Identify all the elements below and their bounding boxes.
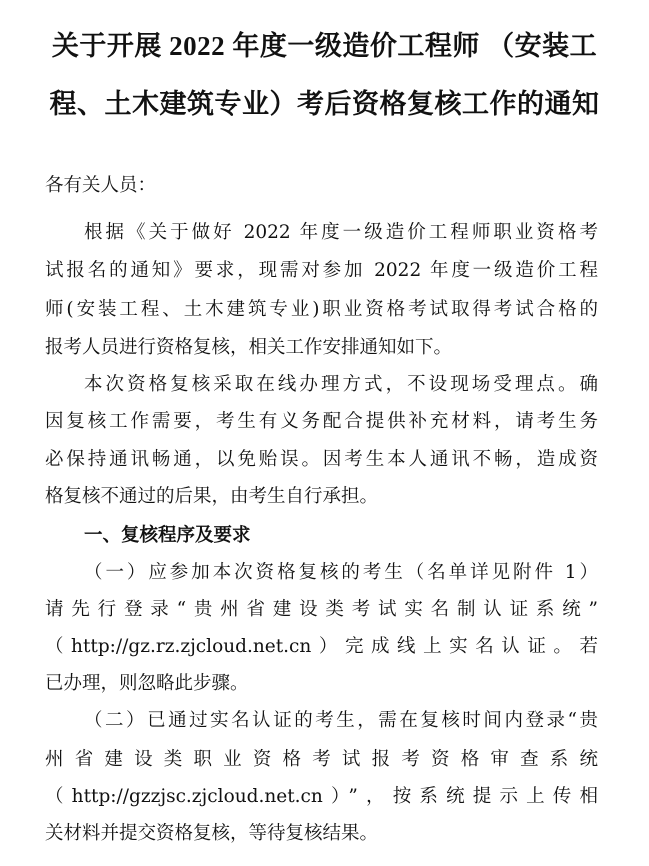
body-text-line: 报考人员进行资格复核，相关工作安排通知如下。 xyxy=(45,337,453,358)
body-text-line: 试报名的通知》要求，现需对参加 2022 年度一级造价工程 xyxy=(45,260,598,281)
body-text-line: 请先行登录“贵州省建设类考试实名制认证系统” xyxy=(45,599,598,620)
body-text-line: 根据《关于做好 2022 年度一级造价工程师职业资格考 xyxy=(84,222,598,243)
body-text-line: 因复核工作需要，考生有义务配合提供补充材料，请考生务 xyxy=(45,411,598,432)
section-heading: 一、复核程序及要求 xyxy=(84,525,251,546)
body-text-line: 已办理，则忽略此步骤。 xyxy=(45,673,249,694)
body-text-line: 关材料并提交资格复核，等待复核结果。 xyxy=(45,823,379,844)
body-text-line: 州省建设类职业资格考试报考资格审查系统 xyxy=(45,749,598,770)
body-text-line: 格复核不通过的后果，由考生自行承担。 xyxy=(45,486,379,507)
body-text-line: （http://gz.rz.zjcloud.net.cn）完成线上实名认证。若 xyxy=(45,636,598,657)
body-text-line: 师(安装工程、土木建筑专业)职业资格考试取得考试合格的 xyxy=(45,299,598,320)
salutation: 各有关人员： xyxy=(45,175,157,196)
title-line-2: 程、土木建筑专业）考后资格复核工作的通知 xyxy=(49,89,600,119)
body-text-line: 必保持通讯畅通，以免贻误。因考生本人通讯不畅，造成资 xyxy=(45,449,598,470)
title-line-1: 关于开展 2022 年度一级造价工程师 （安装工 xyxy=(51,31,598,61)
body-text-line: （一）应参加本次资格复核的考生（名单详见附件 1） xyxy=(84,562,598,583)
body-text-line: （http://gzzjsc.zjcloud.net.cn）”，按系统提示上传相 xyxy=(45,786,598,807)
body-text-line: （二）已通过实名认证的考生，需在复核时间内登录“贵 xyxy=(84,710,598,731)
body-text-line: 本次资格复核采取在线办理方式，不设现场受理点。确 xyxy=(84,374,598,395)
